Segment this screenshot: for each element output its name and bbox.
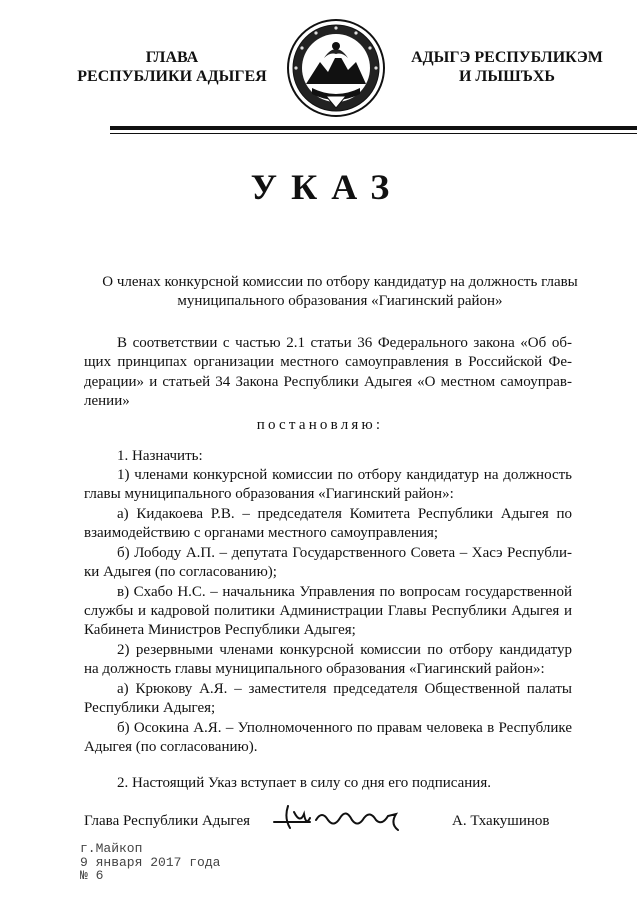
subject-line-1: О членах конкурсной комиссии по отбору кандидатур на должность главы [102, 274, 578, 290]
header-left-line2: РЕСПУБЛИКИ АДЫГЕЯ [77, 68, 267, 85]
header-right-title [392, 48, 622, 86]
body-line: а) Крюкову А.Я. – заместителя председателя Общественной палаты [117, 681, 572, 697]
header-right-line2: И ЛЫШЪХЬ [458, 68, 556, 85]
handwritten-signature [270, 800, 410, 834]
preamble-line: дерации» и статьей 34 Закона Республики Адыгея «О местном самоуправ- [84, 374, 572, 390]
body-line: ки Адыгея (по согласованию); [84, 564, 277, 580]
body-line: взаимодействию с органами местного самоуправления; [84, 525, 439, 541]
body-line: 1. Назначить: [117, 448, 203, 464]
body-line: на должность главы муниципального образования «Гиагинский район»: [84, 661, 545, 677]
subject-line-2: муниципального образования «Гиагинский район» [177, 293, 503, 309]
body-line: Адыгея (по согласованию). [84, 739, 258, 755]
signature-position: Глава Республики Адыгея [84, 813, 251, 829]
body-line: Кабинета Министров Республики Адыгея; [84, 622, 356, 638]
body-line: 2. Настоящий Указ вступает в силу со дня его подписания. [117, 775, 491, 791]
preamble-line: щих принципах организации местного самоуправления в Российской Фе- [84, 354, 572, 370]
preamble-line: лении» [84, 393, 130, 409]
body-line: Республики Адыгея; [84, 700, 216, 716]
stamp-date: 9 января 2017 года [80, 855, 221, 870]
document-title: УКАЗ [250, 167, 404, 207]
body-line: б) Осокина А.Я. – Уполномоченного по правам человека в Республике [117, 720, 572, 736]
body-line: 2) резервными членами конкурсной комиссии по отбору кандидатур [117, 642, 572, 658]
preamble-line: В соответствии с частью 2.1 статьи 36 Федерального закона «Об об- [117, 335, 572, 351]
body-line: а) Кидакоева Р.В. – председателя Комитета Республики Адыгея по [117, 506, 572, 522]
resolve-word: постановляю: [256, 417, 384, 433]
stamp-city: г.Майкоп [80, 841, 143, 856]
header-right-line1: АДЫГЭ РЕСПУБЛИКЭМ [411, 49, 603, 66]
body-line: в) Схабо Н.С. – начальника Управления по вопросам государственной [117, 584, 572, 600]
body-line: 1) членами конкурсной комиссии по отбору кандидатур на должность [117, 467, 572, 483]
header-divider-thick [110, 126, 637, 130]
coat-of-arms-emblem [286, 18, 386, 118]
header-left-line1: ГЛАВА [145, 49, 199, 66]
stamp-number: № 6 [80, 868, 104, 883]
header-left-title [62, 48, 282, 86]
body-line: б) Лободу А.П. – депутата Государственного Совета – Хасэ Республи- [117, 545, 572, 561]
signature-name: А. Тхакушинов [452, 813, 550, 829]
body-line: службы и кадровой политики Администрации Главы Республики Адыгея и [84, 603, 572, 619]
header-divider-thin [110, 133, 637, 134]
body-line: главы муниципального образования «Гиагинский район»: [84, 486, 454, 502]
